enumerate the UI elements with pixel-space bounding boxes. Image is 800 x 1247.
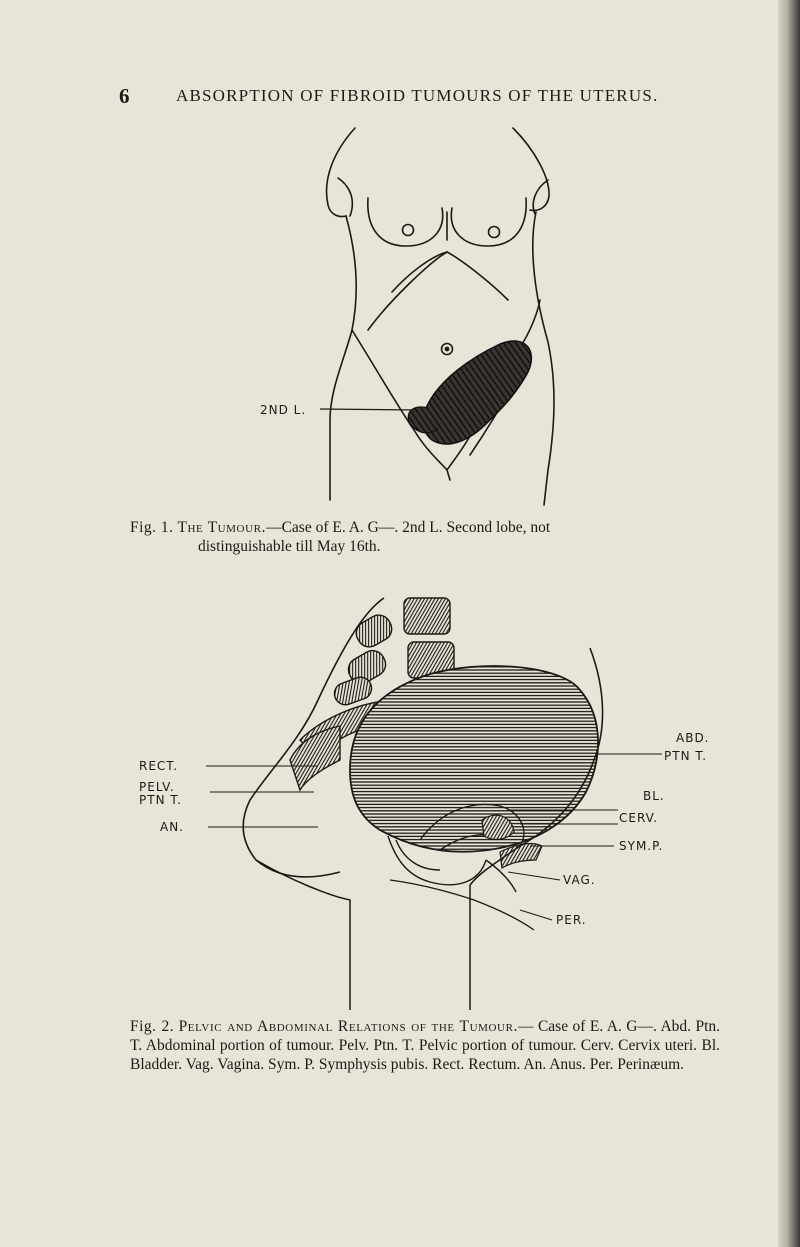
right-shoulder-line [513, 128, 549, 210]
figure-2-caption [130, 1017, 720, 1074]
label-rect: RECT. [139, 759, 179, 773]
label-pelv-ptn-t: PTN T. [139, 793, 183, 807]
right-breast-outline [451, 198, 526, 246]
label-2nd-lobe: 2ND L. [260, 403, 307, 417]
label-an: AN. [160, 820, 184, 834]
figure-2-pelvic-section [0, 590, 800, 1010]
label-bl: BL. [643, 789, 665, 803]
fig1-number: Fig. 1. [130, 519, 174, 536]
fig1-title: The Tumour. [177, 519, 267, 536]
fig2-title: Pelvic and Abdominal Relations of the Tumour. [178, 1018, 518, 1035]
fig2-number: Fig. 2. [130, 1018, 175, 1035]
tumour-mass [423, 341, 531, 444]
right-nipple [489, 227, 500, 238]
label-sym-p: SYM.P. [619, 839, 664, 853]
label-abd-ptn-t: PTN T. [664, 749, 708, 763]
label-per: PER. [556, 913, 587, 927]
perineum-line [390, 880, 534, 930]
page-number: 6 [119, 84, 130, 108]
left-nipple [403, 225, 414, 236]
right-torso-side [533, 212, 554, 505]
left-torso-side [330, 216, 356, 500]
fig1-caption-line2: distinguishable till May 16th. [198, 538, 381, 555]
label-vag: VAG. [563, 873, 596, 887]
costal-margin [368, 252, 508, 330]
left-breast-outline [368, 198, 443, 246]
running-title: ABSORPTION OF FIBROID TUMOURS OF THE UTERUS. [176, 86, 659, 105]
label-cerv: CERV. [619, 811, 659, 825]
label-pelv: PELV. [139, 780, 175, 794]
lobe-pointer-line [320, 409, 418, 410]
figure-1-torso-diagram [0, 120, 800, 515]
left-shoulder-line [327, 128, 355, 217]
fig1-caption-rest: —Case of E. A. G—. 2nd L. Second lobe, not [266, 519, 551, 536]
fig2-caption-body: — Case of E. A. G—. Abd. Ptn. T. Abdominal portion of tumour. Pelv. Ptn. T. Pelvic portion of tumour. Cerv. Cervix uteri. Bl. Bladder. Vag. Vagina. Sym. P. Symphysis pubis. Rect. Rectum. An. Anus. Per. Perinæum. [130, 1018, 721, 1073]
posterior-thigh [256, 860, 350, 1010]
running-header [0, 84, 790, 114]
figure-1-caption [130, 518, 700, 556]
label-abd: ABD. [676, 731, 710, 745]
